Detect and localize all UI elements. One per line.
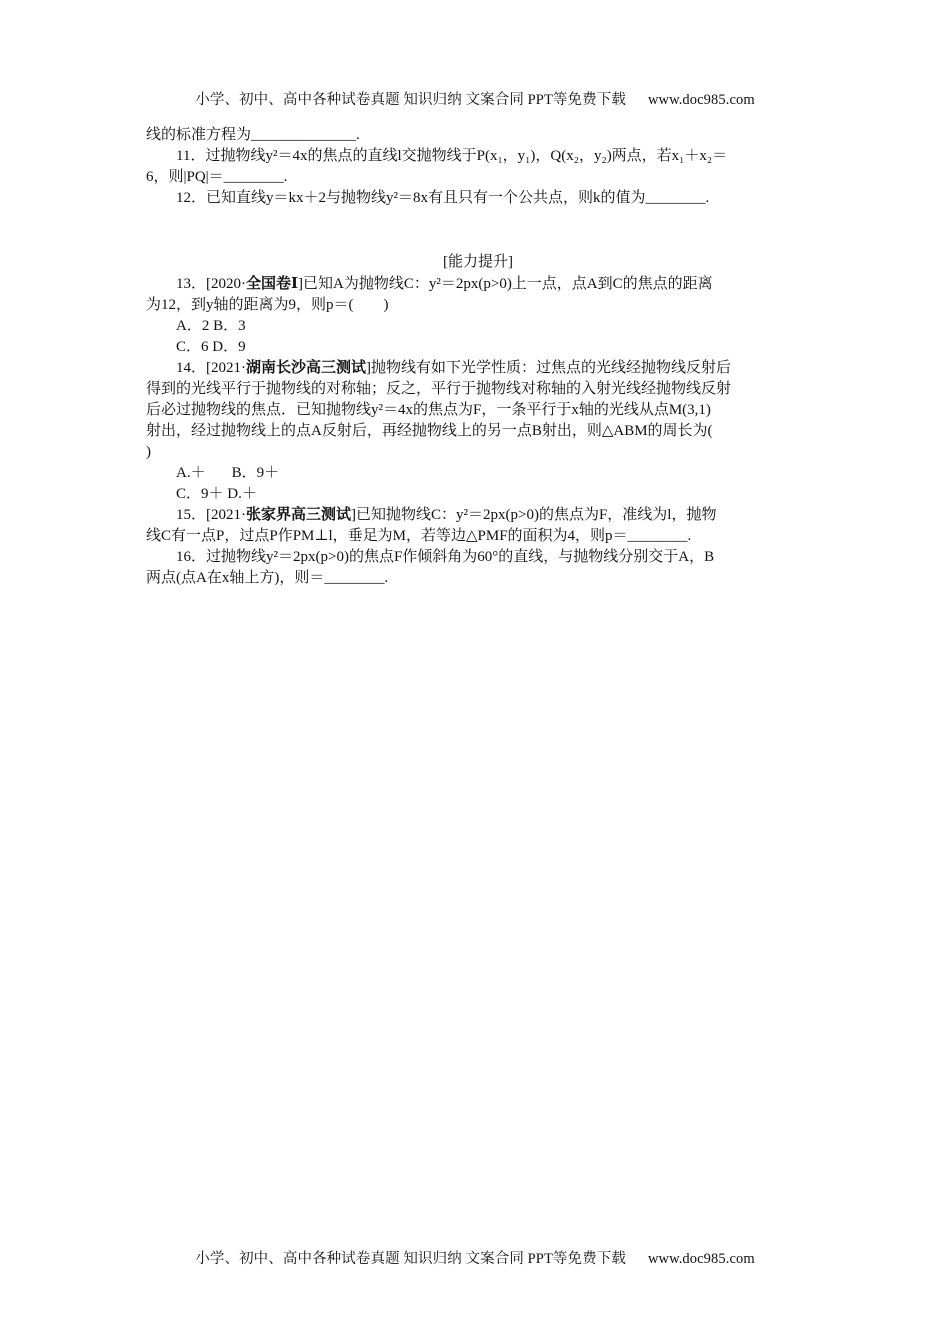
question-source: 张家界高三测试 xyxy=(246,507,352,523)
text-line: ) xyxy=(146,444,151,460)
option-a: A.＋ xyxy=(176,465,206,481)
header-url[interactable]: www.doc985.com xyxy=(647,92,755,108)
question-16: 16．过抛物线y²＝2px(p>0)的焦点F作倾斜角为60°的直线，与抛物线分别交于A，B xyxy=(176,549,715,565)
page-header xyxy=(0,88,950,109)
question-text: ]已知抛物线C：y²＝2px(p>0)的焦点为F，准线为l，抛物 xyxy=(351,507,717,523)
question-source-prefix: 13．[2020· xyxy=(176,276,246,292)
question-source-prefix: 15．[2021· xyxy=(176,507,246,523)
text-line: 两点(点A在x轴上方)，则＝________. xyxy=(146,570,389,586)
question-text: ]已知A为抛物线C：y²＝2px(p>0)上一点，点A到C的焦点的距离 xyxy=(298,276,713,292)
footer-text: 小学、初中、高中各种试卷真题 知识归纳 文案合同 PPT等免费下载 xyxy=(195,1251,626,1267)
question-source: 湖南长沙高三测试 xyxy=(246,360,367,376)
question-15 xyxy=(146,505,810,526)
options-line: A．2 B．3 xyxy=(176,318,246,334)
text-line: 射出，经过抛物线上的点A反射后，再经抛物线上的另一点B射出，则△ABM的周长为( xyxy=(146,423,713,439)
question-text: ]抛物线有如下光学性质：过焦点的光线经抛物线反射后 xyxy=(366,360,732,376)
text-line: 为12，到y轴的距离为9，则p＝( ) xyxy=(146,297,389,313)
question-14 xyxy=(146,358,810,379)
page-footer xyxy=(0,1247,950,1268)
document-body xyxy=(146,125,810,589)
text-line: 得到的光线平行于抛物线的对称轴；反之，平行于抛物线对称轴的入射光线经抛物线反射 xyxy=(146,381,732,397)
options-line xyxy=(146,463,810,484)
question-source-prefix: 14．[2021· xyxy=(176,360,246,376)
text-line: 线C有一点P，过点P作PM⊥l，垂足为M，若等边△PMF的面积为4，则p＝________. xyxy=(146,528,692,544)
options-line: C．9＋ D.＋ xyxy=(176,486,257,502)
question-12: 12．已知直线y＝kx＋2与抛物线y²＝8x有且只有一个公共点，则k的值为________. xyxy=(176,190,710,206)
header-text: 小学、初中、高中各种试卷真题 知识归纳 文案合同 PPT等免费下载 xyxy=(195,92,626,108)
options-line: C．6 D．9 xyxy=(176,339,246,355)
footer-url[interactable]: www.doc985.com xyxy=(647,1251,755,1267)
option-b: B．9＋ xyxy=(231,465,280,481)
text-line: 6，则|PQ|＝________. xyxy=(146,169,288,185)
question-13 xyxy=(146,274,810,295)
text-line: 线的标准方程为______________. xyxy=(146,127,360,143)
question-source: 全国卷Ⅰ xyxy=(246,276,299,292)
section-title: [能力提升] xyxy=(443,254,513,270)
question-11: 11．过抛物线y²＝4x的焦点的直线l交抛物线于P(x₁，y₁)，Q(x₂，y₂)两点，若x₁＋x₂＝ xyxy=(176,148,728,164)
text-line: 后必过抛物线的焦点．已知抛物线y²＝4x的焦点为F，一条平行于x轴的光线从点M(3,1) xyxy=(146,402,711,418)
